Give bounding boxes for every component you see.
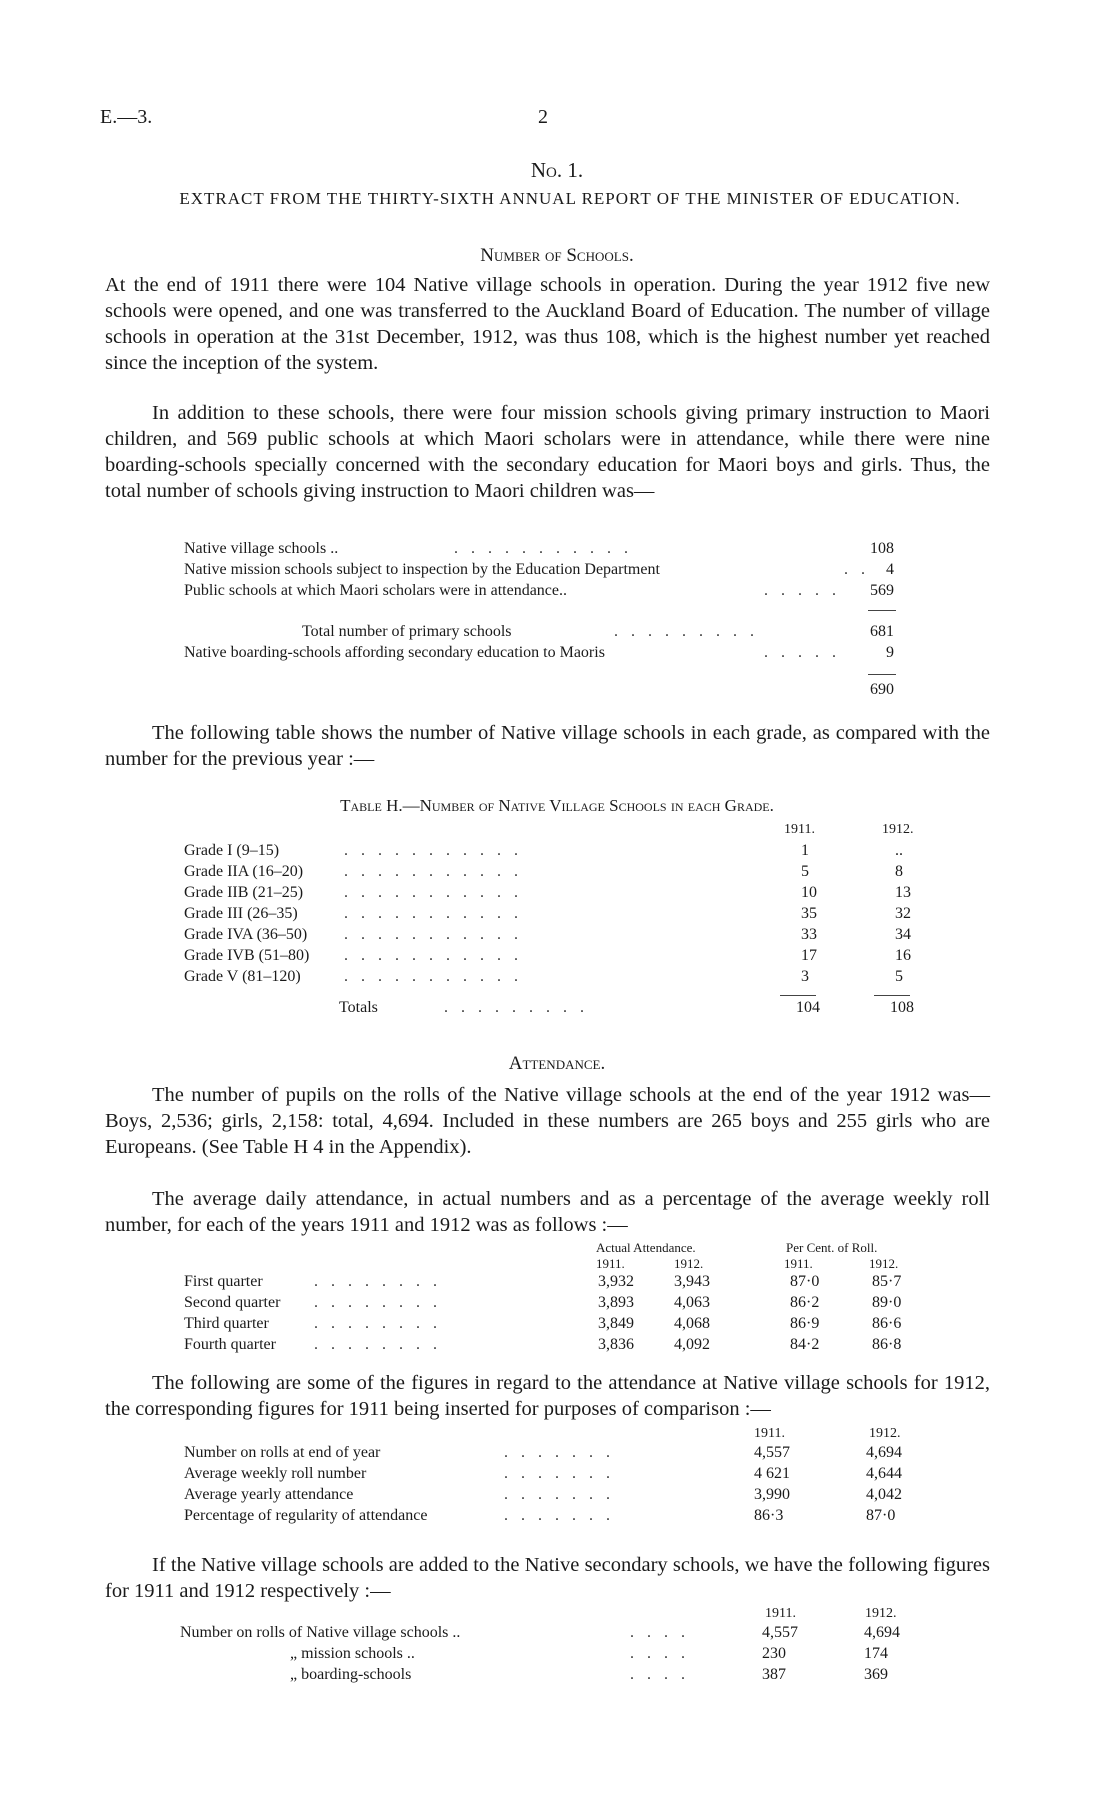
table-row: [184, 863, 924, 884]
cell-actual-1912: 4,063: [674, 1294, 710, 1311]
table-row: [184, 1273, 944, 1294]
paragraph-attendance-figures: The following are some of the figures in regard to the attendance at Native village schools for 1912, the corresponding figures for 1911 being inserted for purposes of comparison :—: [105, 1372, 990, 1420]
leader-dots: ....: [630, 1624, 698, 1641]
section-heading-attendance: Attendance.: [508, 1053, 606, 1074]
quarter-label: First quarter: [184, 1273, 263, 1290]
cell-1911: 387: [762, 1666, 786, 1683]
report-code: E.—3.: [100, 106, 153, 128]
list-item-value: 4: [886, 561, 894, 578]
leader-dots: ...........: [344, 926, 531, 943]
cell-1912: 32: [895, 905, 911, 922]
grand-total-value: 690: [870, 681, 894, 698]
table-h-caption: Table H.—Number of Native Village Schools in each Grade.: [340, 796, 774, 815]
table-header: [180, 1606, 920, 1624]
cell-actual-1912: 3,943: [674, 1273, 710, 1290]
rolls-label: Number on rolls of Native village schools ..: [180, 1624, 461, 1641]
list-item: Native mission schools subject to inspection by the Education Department .. 4: [184, 561, 894, 578]
table-row: [184, 1336, 944, 1357]
cell-1911: 230: [762, 1645, 786, 1662]
table-row: [184, 947, 924, 968]
table-row: [184, 1486, 924, 1507]
grade-label: Grade IIA (16–20): [184, 863, 304, 880]
leader-dots: ........: [314, 1294, 450, 1311]
cell-1911: 86·3: [754, 1507, 784, 1524]
quarter-label: Fourth quarter: [184, 1336, 276, 1353]
paragraph-rolls: The number of pupils on the rolls of the Native village schools at the end of the year 1912 was—Boys, 2,536; girls, 2,158: total, 4,694. Included in these numbers are 265 boys and 255 girls who are Europeans. (See Table H 4 in the Appendix).: [105, 1084, 990, 1158]
cell-actual-1912: 4,068: [674, 1315, 710, 1332]
cell-percent-1912: 89·0: [872, 1294, 902, 1311]
cell-actual-1911: 3,836: [598, 1336, 634, 1353]
cell-1911: 10: [801, 884, 817, 901]
table-header: [184, 822, 924, 842]
cell-percent-1911: 86·2: [790, 1294, 820, 1311]
figure-label: Average yearly attendance: [184, 1486, 354, 1503]
grade-label: Grade III (26–35): [184, 905, 298, 922]
cell-1912: 87·0: [866, 1507, 896, 1524]
list-item: Public schools at which Maori scholars were in attendance.. ..... 569: [184, 582, 894, 599]
table-row: [184, 842, 924, 863]
grade-label: Grade IIB (21–25): [184, 884, 304, 901]
cell-1912: 8: [895, 863, 903, 880]
leader-dots: ....: [630, 1645, 698, 1662]
leader-dots: ...........: [344, 842, 531, 859]
totals-1911: 104: [796, 999, 820, 1016]
quarter-label: Second quarter: [184, 1294, 281, 1311]
column-header-1911: 1911.: [754, 1426, 785, 1441]
rolls-label: „ mission schools ..: [290, 1645, 415, 1662]
section-heading-schools: Number of Schools.: [480, 245, 634, 266]
table-header-years: [184, 1256, 944, 1273]
leader-dots: ...........: [344, 968, 531, 985]
cell-1911: 4,557: [762, 1624, 798, 1641]
list-item-label: Public schools at which Maori scholars were in attendance..: [184, 582, 567, 599]
header-actual-attendance: Actual Attendance.: [596, 1240, 696, 1255]
boarding-label: Native boarding-schools affording secondary education to Maoris: [184, 644, 605, 661]
cell-1912: 369: [864, 1666, 888, 1683]
paragraph-average-attendance: The average daily attendance, in actual numbers and as a percentage of the average weekly roll number, for each of the years 1911 and 1912 was as follows :—: [105, 1188, 990, 1236]
leader-dots: .......: [504, 1507, 623, 1524]
cell-percent-1912: 85·7: [872, 1273, 902, 1290]
table-row: [184, 905, 924, 926]
attendance-table: [184, 1240, 944, 1357]
column-header-1911: 1911.: [765, 1606, 796, 1621]
cell-1911: 4 621: [754, 1465, 790, 1482]
leader-dots: .......: [504, 1444, 623, 1461]
subtotal-row: Total number of primary schools ......... 681: [302, 623, 894, 640]
doc-number: No. 1.: [530, 158, 584, 182]
grade-label: Grade IVB (51–80): [184, 947, 310, 964]
leader-dots: ........: [314, 1336, 450, 1353]
table-row: [184, 968, 924, 989]
leader-dots: ....: [630, 1666, 698, 1683]
cell-1911: 5: [801, 863, 809, 880]
cell-1911: 4,557: [754, 1444, 790, 1461]
list-item-label: Native village schools ..: [184, 540, 339, 557]
cell-percent-1911: 84·2: [790, 1336, 820, 1353]
list-item-value: 108: [870, 540, 894, 557]
paragraph-grade-intro: The following table shows the number of Native village schools in each grade, as compared with the number for the previous year :—: [105, 722, 990, 770]
table-row: [184, 926, 924, 947]
schools-list: [184, 540, 904, 702]
subtotal-value: 681: [870, 623, 894, 640]
grade-label: Grade IVA (36–50): [184, 926, 308, 943]
cell-1912: 34: [895, 926, 911, 943]
cell-1911: 33: [801, 926, 817, 943]
leader-dots: ...........: [344, 884, 531, 901]
leader-dots: .......: [504, 1465, 623, 1482]
paragraph-schools-count: At the end of 1911 there were 104 Native village schools in operation. During the year 1912 five new schools were opened, and one was transferred to the Auckland Board of Education. The number of village schools in operation at the 31st December, 1912, was thus 108, which is the highest number yet reached since the inception of the system.: [105, 274, 990, 374]
cell-percent-1912: 86·6: [872, 1315, 902, 1332]
totals-label: Totals: [339, 999, 378, 1016]
leader-dots: ........: [314, 1273, 450, 1290]
cell-1912: 5: [895, 968, 903, 985]
leader-dots: ...........: [344, 905, 531, 922]
column-header-1912: 1912.: [869, 1426, 901, 1441]
cell-actual-1911: 3,849: [598, 1315, 634, 1332]
cell-1912: 13: [895, 884, 911, 901]
leader-dots: ........: [314, 1315, 450, 1332]
year-header: 1911.: [784, 1256, 813, 1271]
year-header: 1912.: [674, 1256, 704, 1271]
cell-1911: 3,990: [754, 1486, 790, 1503]
list-item-value: 569: [870, 582, 894, 599]
table-row: [184, 1444, 924, 1465]
grand-total-row: [184, 681, 904, 702]
table-row: [180, 1645, 920, 1666]
figure-label: Percentage of regularity of attendance: [184, 1507, 428, 1524]
cell-1912: 4,694: [866, 1444, 902, 1461]
rolls-table: [180, 1606, 920, 1687]
list-item: Native village schools .. ........... 108: [184, 540, 894, 557]
cell-1912: 4,694: [864, 1624, 900, 1641]
list-item-label: Native mission schools subject to inspection by the Education Department: [184, 561, 660, 578]
table-row: [180, 1624, 920, 1645]
totals-row: Totals ......... 104 108: [339, 999, 914, 1016]
cell-actual-1911: 3,932: [598, 1273, 634, 1290]
paragraph-combined-figures: If the Native village schools are added to the Native secondary schools, we have the following figures for 1911 and 1912 respectively :—: [105, 1554, 990, 1602]
cell-actual-1911: 3,893: [598, 1294, 634, 1311]
figures-table: [184, 1426, 924, 1528]
grade-label: Grade V (81–120): [184, 968, 301, 985]
cell-1911: 1: [801, 842, 809, 859]
table-row: [180, 1666, 920, 1687]
subtotal-label: Total number of primary schools: [302, 623, 512, 640]
cell-1912: ..: [895, 842, 903, 859]
table-row: [184, 1294, 944, 1315]
cell-1911: 3: [801, 968, 809, 985]
table-row: [184, 1507, 924, 1528]
boarding-row: Native boarding-schools affording secondary education to Maoris ..... 9: [184, 644, 894, 661]
table-row: [184, 1465, 924, 1486]
cell-1912: 4,644: [866, 1465, 902, 1482]
table-header: [184, 1240, 944, 1256]
leader-dots: ...........: [344, 863, 531, 880]
paragraph-other-schools: In addition to these schools, there were four mission schools giving primary instruction to Maori children, and 569 public schools at which Maori scholars were in attendance, while there were nine boarding-schools specially concerned with the secondary education for Maori boys and girls. Thus, the total number of schools giving instruction to Maori children was—: [105, 402, 990, 502]
column-header-1911: 1911.: [784, 822, 815, 837]
header-percent-of-roll: Per Cent. of Roll.: [786, 1240, 878, 1255]
table-h: [184, 822, 924, 1020]
document-title: EXTRACT FROM THE THIRTY-SIXTH ANNUAL REPORT OF THE MINISTER OF EDUCATION.: [179, 189, 961, 208]
totals-1912: 108: [890, 999, 914, 1016]
cell-percent-1912: 86·8: [872, 1336, 902, 1353]
figure-label: Number on rolls at end of year: [184, 1444, 381, 1461]
cell-1912: 174: [864, 1645, 888, 1662]
cell-1911: 17: [801, 947, 817, 964]
figure-label: Average weekly roll number: [184, 1465, 367, 1482]
grade-label: Grade I (9–15): [184, 842, 280, 859]
year-header: 1911.: [596, 1256, 625, 1271]
table-row: [184, 1315, 944, 1336]
column-header-1912: 1912.: [882, 822, 914, 837]
cell-1911: 35: [801, 905, 817, 922]
cell-percent-1911: 86·9: [790, 1315, 820, 1332]
cell-actual-1912: 4,092: [674, 1336, 710, 1353]
boarding-value: 9: [886, 644, 894, 661]
quarter-label: Third quarter: [184, 1315, 269, 1332]
cell-1912: 4,042: [866, 1486, 902, 1503]
table-header: [184, 1426, 924, 1444]
rolls-label: „ boarding-schools: [290, 1666, 412, 1683]
cell-percent-1911: 87·0: [790, 1273, 820, 1290]
leader-dots: ...........: [344, 947, 531, 964]
cell-1912: 16: [895, 947, 911, 964]
page-number: 2: [538, 106, 548, 128]
year-header: 1912.: [869, 1256, 899, 1271]
table-row: [184, 884, 924, 905]
column-header-1912: 1912.: [865, 1606, 897, 1621]
leader-dots: .......: [504, 1486, 623, 1503]
